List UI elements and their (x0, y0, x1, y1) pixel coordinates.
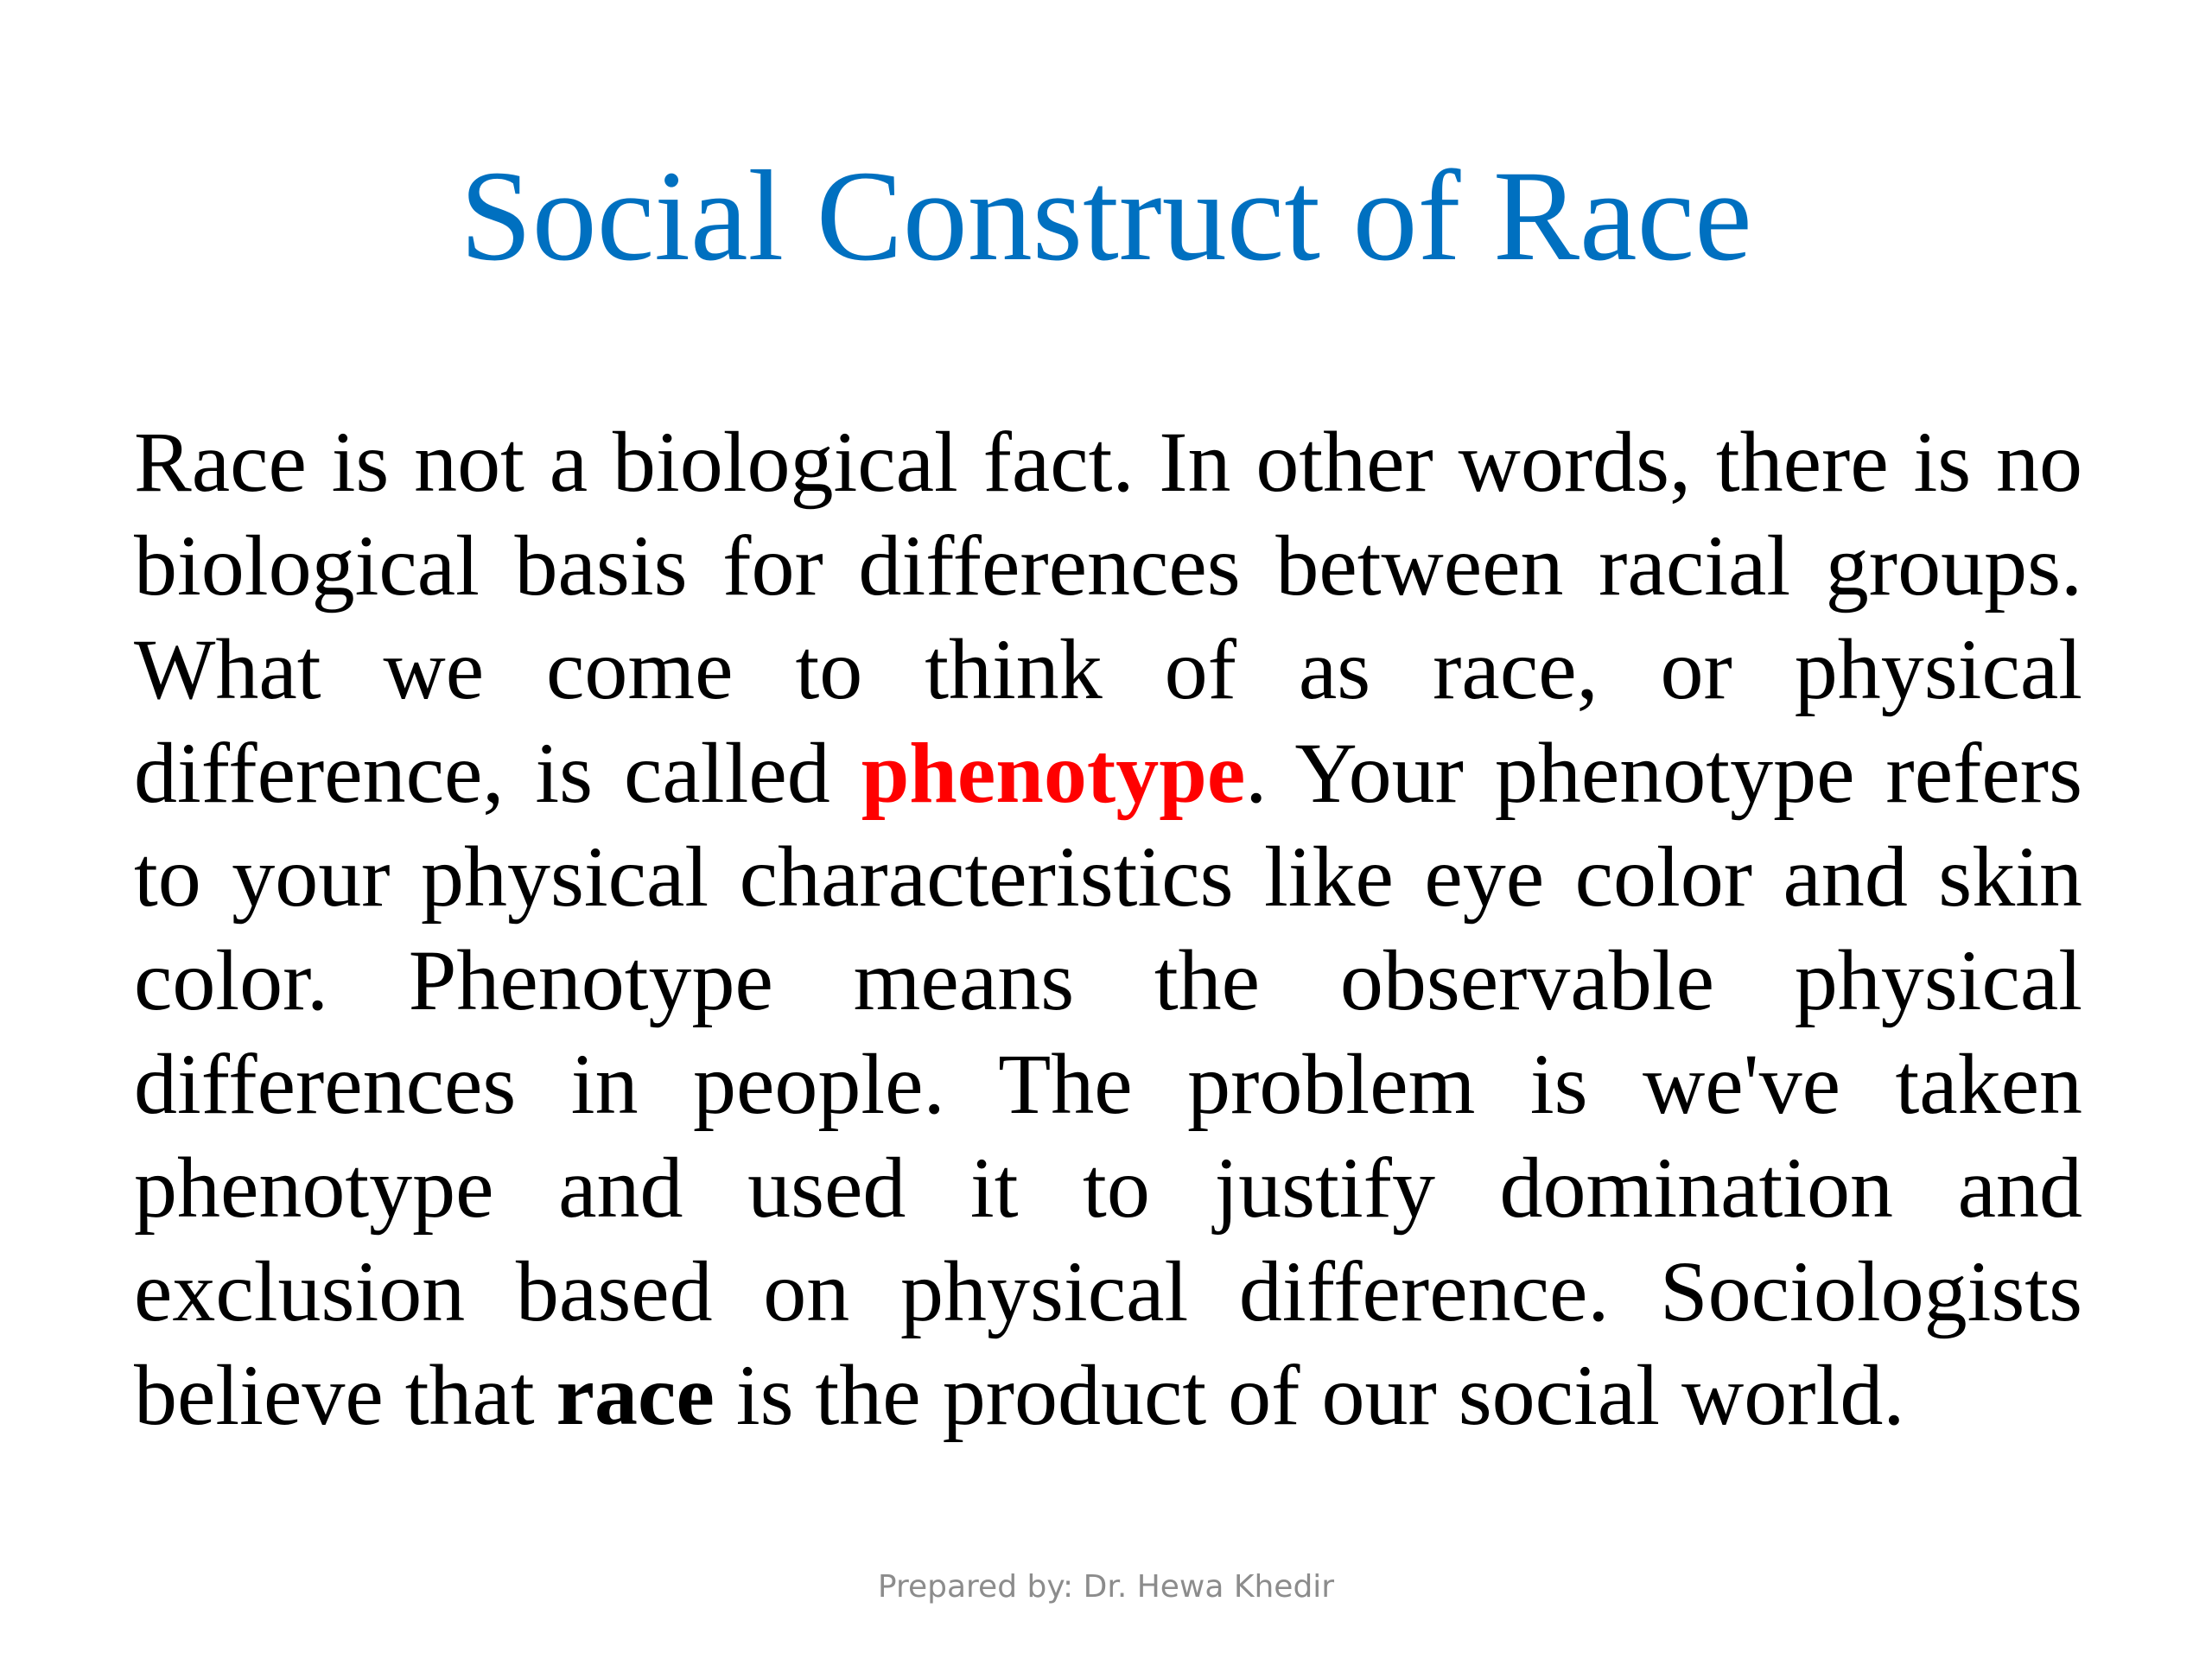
body-text-part-2: . Your phenotype refers to your physical characteristics like eye color and skin color. Phenotype means the observable physical differences in people. The problem is we've taken phenotype and used it to justify domination and exclusion based on physical difference. Sociologists believe that (134, 725, 2082, 1443)
body-text-part-1: Race is not a biological fact. In other words, there is no biological basis for differences between racial groups. What we come to think of as race, or physical difference, is called (134, 414, 2082, 821)
highlighted-term-phenotype: phenotype (861, 725, 1246, 821)
slide-body-paragraph (134, 410, 2082, 1447)
body-text-part-3: is the product of our social world. (714, 1347, 1905, 1443)
slide-title: Social Construct of Race (460, 144, 1752, 288)
slide-footer: Prepared by: Dr. Hewa Khedir (877, 1569, 1335, 1605)
bold-term-race: race (556, 1347, 715, 1443)
